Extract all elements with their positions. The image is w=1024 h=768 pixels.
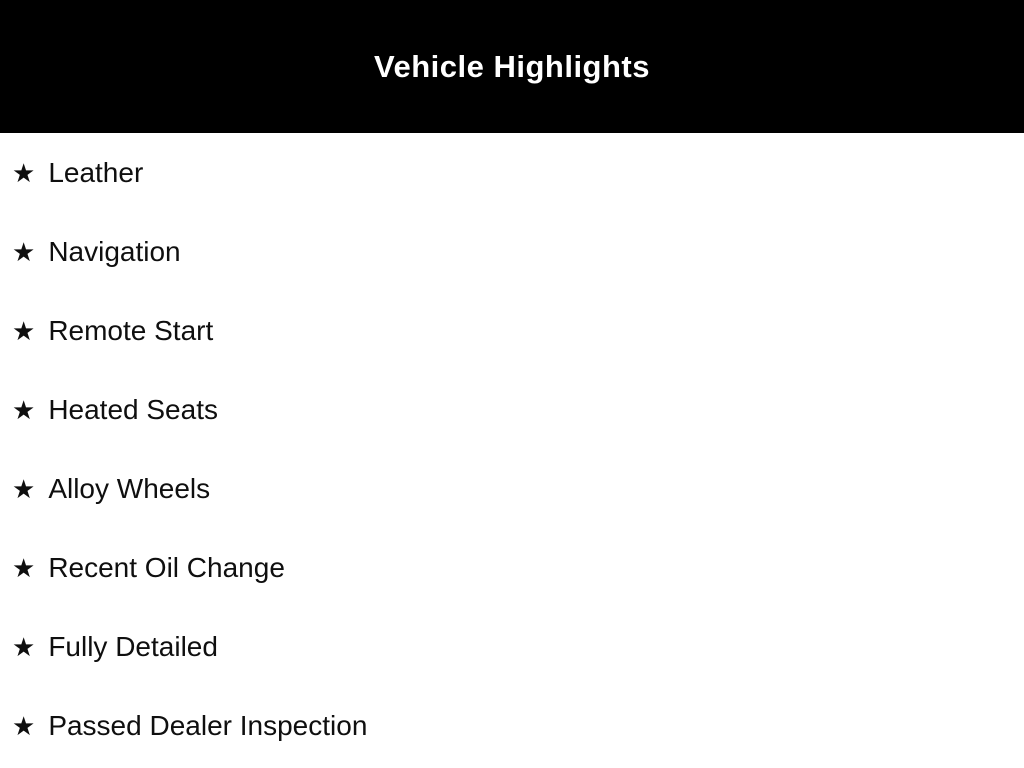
list-item-label: Remote Start <box>48 314 214 346</box>
star-icon: ★ <box>12 710 36 741</box>
star-icon: ★ <box>12 394 36 425</box>
list-item-label: Navigation <box>48 235 181 267</box>
list-item <box>0 133 1024 212</box>
star-icon: ★ <box>12 473 36 504</box>
star-icon: ★ <box>12 157 36 188</box>
star-icon: ★ <box>12 315 36 346</box>
page-title: Vehicle Highlights <box>374 48 650 84</box>
list-item-label: Fully Detailed <box>48 630 218 662</box>
header-bar <box>0 0 1024 133</box>
list-item-label: Passed Dealer Inspection <box>48 709 368 741</box>
star-icon: ★ <box>12 236 36 267</box>
list-item-label: Alloy Wheels <box>48 472 211 504</box>
list-item <box>0 449 1024 528</box>
list-item-label: Heated Seats <box>48 393 218 425</box>
list-item <box>0 291 1024 370</box>
list-item <box>0 528 1024 607</box>
list-item <box>0 212 1024 291</box>
star-icon: ★ <box>12 631 36 662</box>
list-item-label: Leather <box>48 156 144 188</box>
list-item <box>0 607 1024 686</box>
list-item <box>0 686 1024 765</box>
highlights-list <box>0 133 1024 765</box>
list-item <box>0 370 1024 449</box>
list-item-label: Recent Oil Change <box>48 551 285 583</box>
star-icon: ★ <box>12 552 36 583</box>
